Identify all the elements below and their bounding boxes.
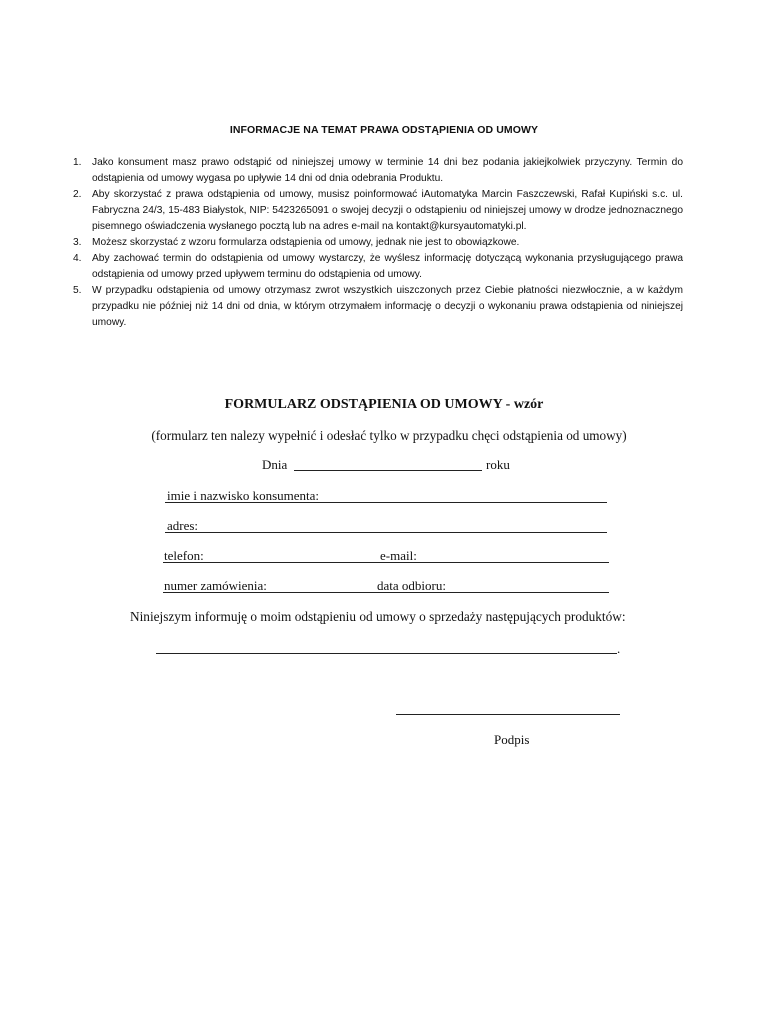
pickup-date-label: data odbioru: — [377, 578, 446, 593]
date-prefix-label: Dnia — [262, 457, 288, 472]
phone-email-field-line[interactable] — [163, 562, 609, 563]
list-item — [73, 155, 683, 187]
form-title: FORMULARZ ODSTĄPIENIA OD UMOWY - wzór — [224, 397, 544, 412]
list-item-number: 1. — [73, 157, 82, 168]
list-item-text: W przypadku odstąpienia od umowy otrzymasz zwrot wszystkich uiszczonych przez Ciebie płatności niezwłocznie, a w każdym przypadku nie później niż 14 dni od dnia, w którym otrzymałem informację o decyzji o wykonaniu prawa odstąpienia od niniejszej umowy. — [92, 285, 683, 328]
products-field-line[interactable] — [156, 653, 617, 654]
order-pickup-field-line[interactable] — [163, 592, 609, 593]
signature-field-line[interactable] — [396, 714, 620, 715]
list-item-number: 3. — [73, 237, 82, 248]
date-field-line[interactable] — [294, 470, 482, 471]
products-line-end: . — [617, 641, 621, 656]
list-item-number: 2. — [73, 189, 82, 200]
list-item-text: Aby skorzystać z prawa odstąpienia od umowy, musisz poinformować iAutomatyka Marcin Faszczewski, Rafał Kupiński s.c. ul. Fabryczna 24/3, 15-483 Białystok, NIP: 5423265091 o swojej decyzji o odstąpieniu od niniejszej umowy w drodze jednoznacznego pisemnego oświadczenia wysłanego pocztą lub na adres e-mail na kontakt@kursyautomatyki.pl. — [92, 189, 683, 232]
address-label: adres: — [167, 518, 199, 533]
list-item-text: Jako konsument masz prawo odstąpić od niniejszej umowy w terminie 14 dni bez podania jakiejkolwiek przyczyny. Termin do odstąpienia od umowy wygasa po upływie 14 dni od dnia odebrania Produktu. — [92, 157, 683, 184]
list-item-number: 4. — [73, 253, 82, 264]
order-number-label: numer zamówienia: — [164, 578, 267, 593]
statement-text: Niniejszym informuję o moim odstąpieniu od umowy o sprzedaży następujących produktów: — [130, 609, 626, 624]
list-item-text: Możesz skorzystać z wzoru formularza odstąpienia od umowy, jednak nie jest to obowiązkowe. — [92, 237, 520, 248]
info-title: INFORMACJE NA TEMAT PRAWA ODSTĄPIENIA OD UMOWY — [229, 124, 539, 136]
list-item-text: Aby zachować termin do odstąpienia od umowy wystarczy, że wyślesz informację dotyczącą wykonania przysługującego prawa odstąpienia od umowy przed upływem terminu do odstąpienia od umowy. — [92, 253, 683, 280]
signature-label: Podpis — [494, 732, 530, 747]
list-item — [73, 235, 683, 251]
list-item — [73, 187, 683, 235]
name-field-line[interactable] — [165, 502, 607, 503]
list-item — [73, 283, 683, 331]
list-item — [73, 251, 683, 283]
name-label: imie i nazwisko konsumenta: — [167, 488, 320, 503]
date-suffix-label: roku — [486, 457, 510, 472]
phone-label: telefon: — [164, 548, 204, 563]
list-item-number: 5. — [73, 285, 82, 296]
email-label: e-mail: — [380, 548, 417, 563]
info-list — [73, 155, 683, 331]
form-subtitle: (formularz ten nalezy wypełnić i odesłać tylko w przypadku chęci odstąpienia od umowy) — [151, 428, 627, 443]
address-field-line[interactable] — [165, 532, 607, 533]
